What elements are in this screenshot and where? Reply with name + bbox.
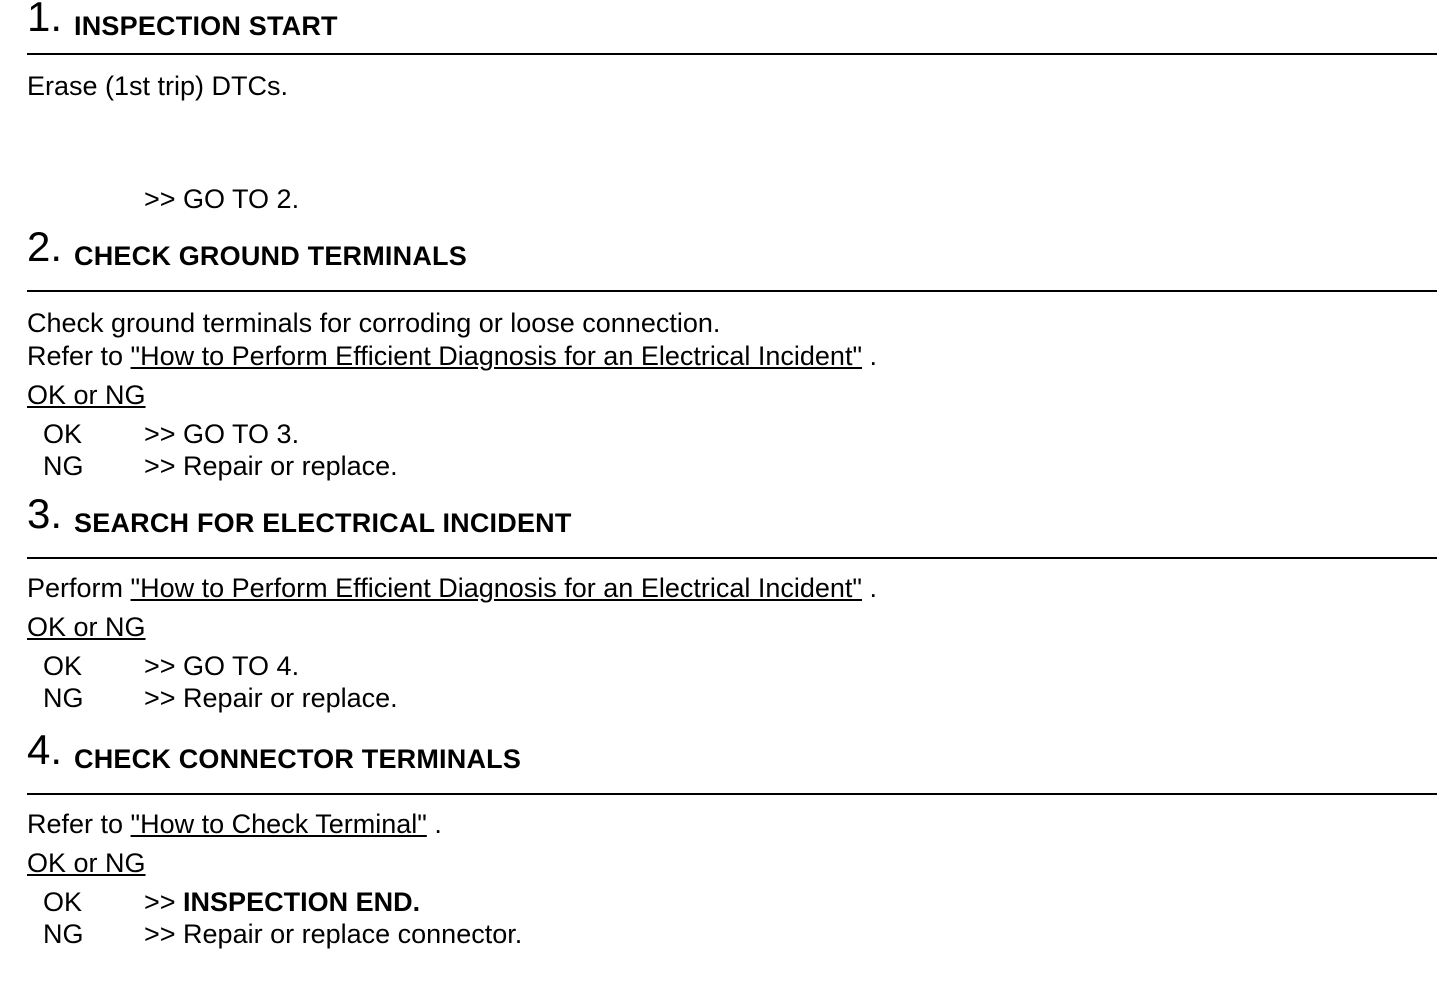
step-4 [27, 726, 1437, 973]
step-3-number: 3. [27, 490, 63, 537]
electrical-incident-diagnosis-link-2[interactable]: "How to Perform Efficient Diagnosis for an Electrical Incident" [130, 573, 863, 603]
step-3-title: SEARCH FOR ELECTRICAL INCIDENT [74, 508, 572, 538]
step-3 [27, 490, 1437, 733]
step-2-ng-action: >> Repair or replace. [144, 451, 398, 481]
step-3-ok-code: OK [43, 651, 83, 681]
step-4-result-label: OK or NG [27, 848, 146, 878]
step-4-ok-code: OK [43, 887, 83, 917]
step-2-ok-code: OK [43, 419, 83, 449]
step-2-instruction: Check ground terminals for corroding or loose connection. [27, 308, 721, 338]
step-4-ok-action [144, 886, 420, 918]
step-1-header [27, 0, 1437, 55]
step-4-ng-code: NG [43, 919, 84, 949]
step-3-ng-code: NG [43, 683, 84, 713]
step-4-instruction-prefix: Refer to [27, 809, 131, 839]
step-4-header [27, 726, 1437, 795]
step-4-ok-row [27, 886, 1437, 918]
step-2-header [27, 223, 1437, 292]
step-1-title: INSPECTION START [74, 11, 338, 41]
step-3-ng-row [27, 682, 1437, 714]
step-4-ng-row [27, 918, 1437, 950]
step-4-number: 4. [27, 726, 63, 773]
step-3-instruction-prefix: Perform [27, 573, 131, 603]
step-4-ok-action-prefix: >> [144, 887, 184, 917]
step-4-instruction [27, 808, 1437, 841]
step-2-ok-row [27, 418, 1437, 450]
step-2-ng-code: NG [43, 451, 84, 481]
step-2-reference-suffix: . [862, 341, 878, 371]
step-1-goto: >> GO TO 2. [144, 184, 300, 214]
step-2-reference [27, 340, 1437, 373]
step-2-number: 2. [27, 223, 63, 270]
step-1 [27, 0, 1437, 230]
step-4-instruction-suffix: . [426, 809, 442, 839]
step-3-instruction-suffix: . [862, 573, 878, 603]
step-3-result-label: OK or NG [27, 612, 146, 642]
diagnosis-procedure [27, 0, 1437, 973]
step-2-result-label: OK or NG [27, 380, 146, 410]
step-3-ng-action: >> Repair or replace. [144, 683, 398, 713]
step-2-title: CHECK GROUND TERMINALS [74, 241, 467, 271]
step-4-ok-action-end: INSPECTION END. [183, 887, 421, 917]
step-2 [27, 223, 1437, 497]
electrical-incident-diagnosis-link[interactable]: "How to Perform Efficient Diagnosis for an Electrical Incident" [130, 341, 863, 371]
step-3-instruction [27, 572, 1437, 605]
step-4-title: CHECK CONNECTOR TERMINALS [74, 744, 522, 774]
step-4-ng-action: >> Repair or replace connector. [144, 919, 523, 949]
step-3-ok-row [27, 650, 1437, 682]
step-2-reference-prefix: Refer to [27, 341, 131, 371]
check-terminal-link[interactable]: "How to Check Terminal" [130, 809, 427, 839]
step-2-ng-row [27, 450, 1437, 482]
step-3-ok-action: >> GO TO 4. [144, 651, 300, 681]
step-2-ok-action: >> GO TO 3. [144, 419, 300, 449]
step-1-number: 1. [27, 0, 63, 40]
step-3-header [27, 490, 1437, 559]
step-1-body: Erase (1st trip) DTCs. [27, 71, 289, 101]
